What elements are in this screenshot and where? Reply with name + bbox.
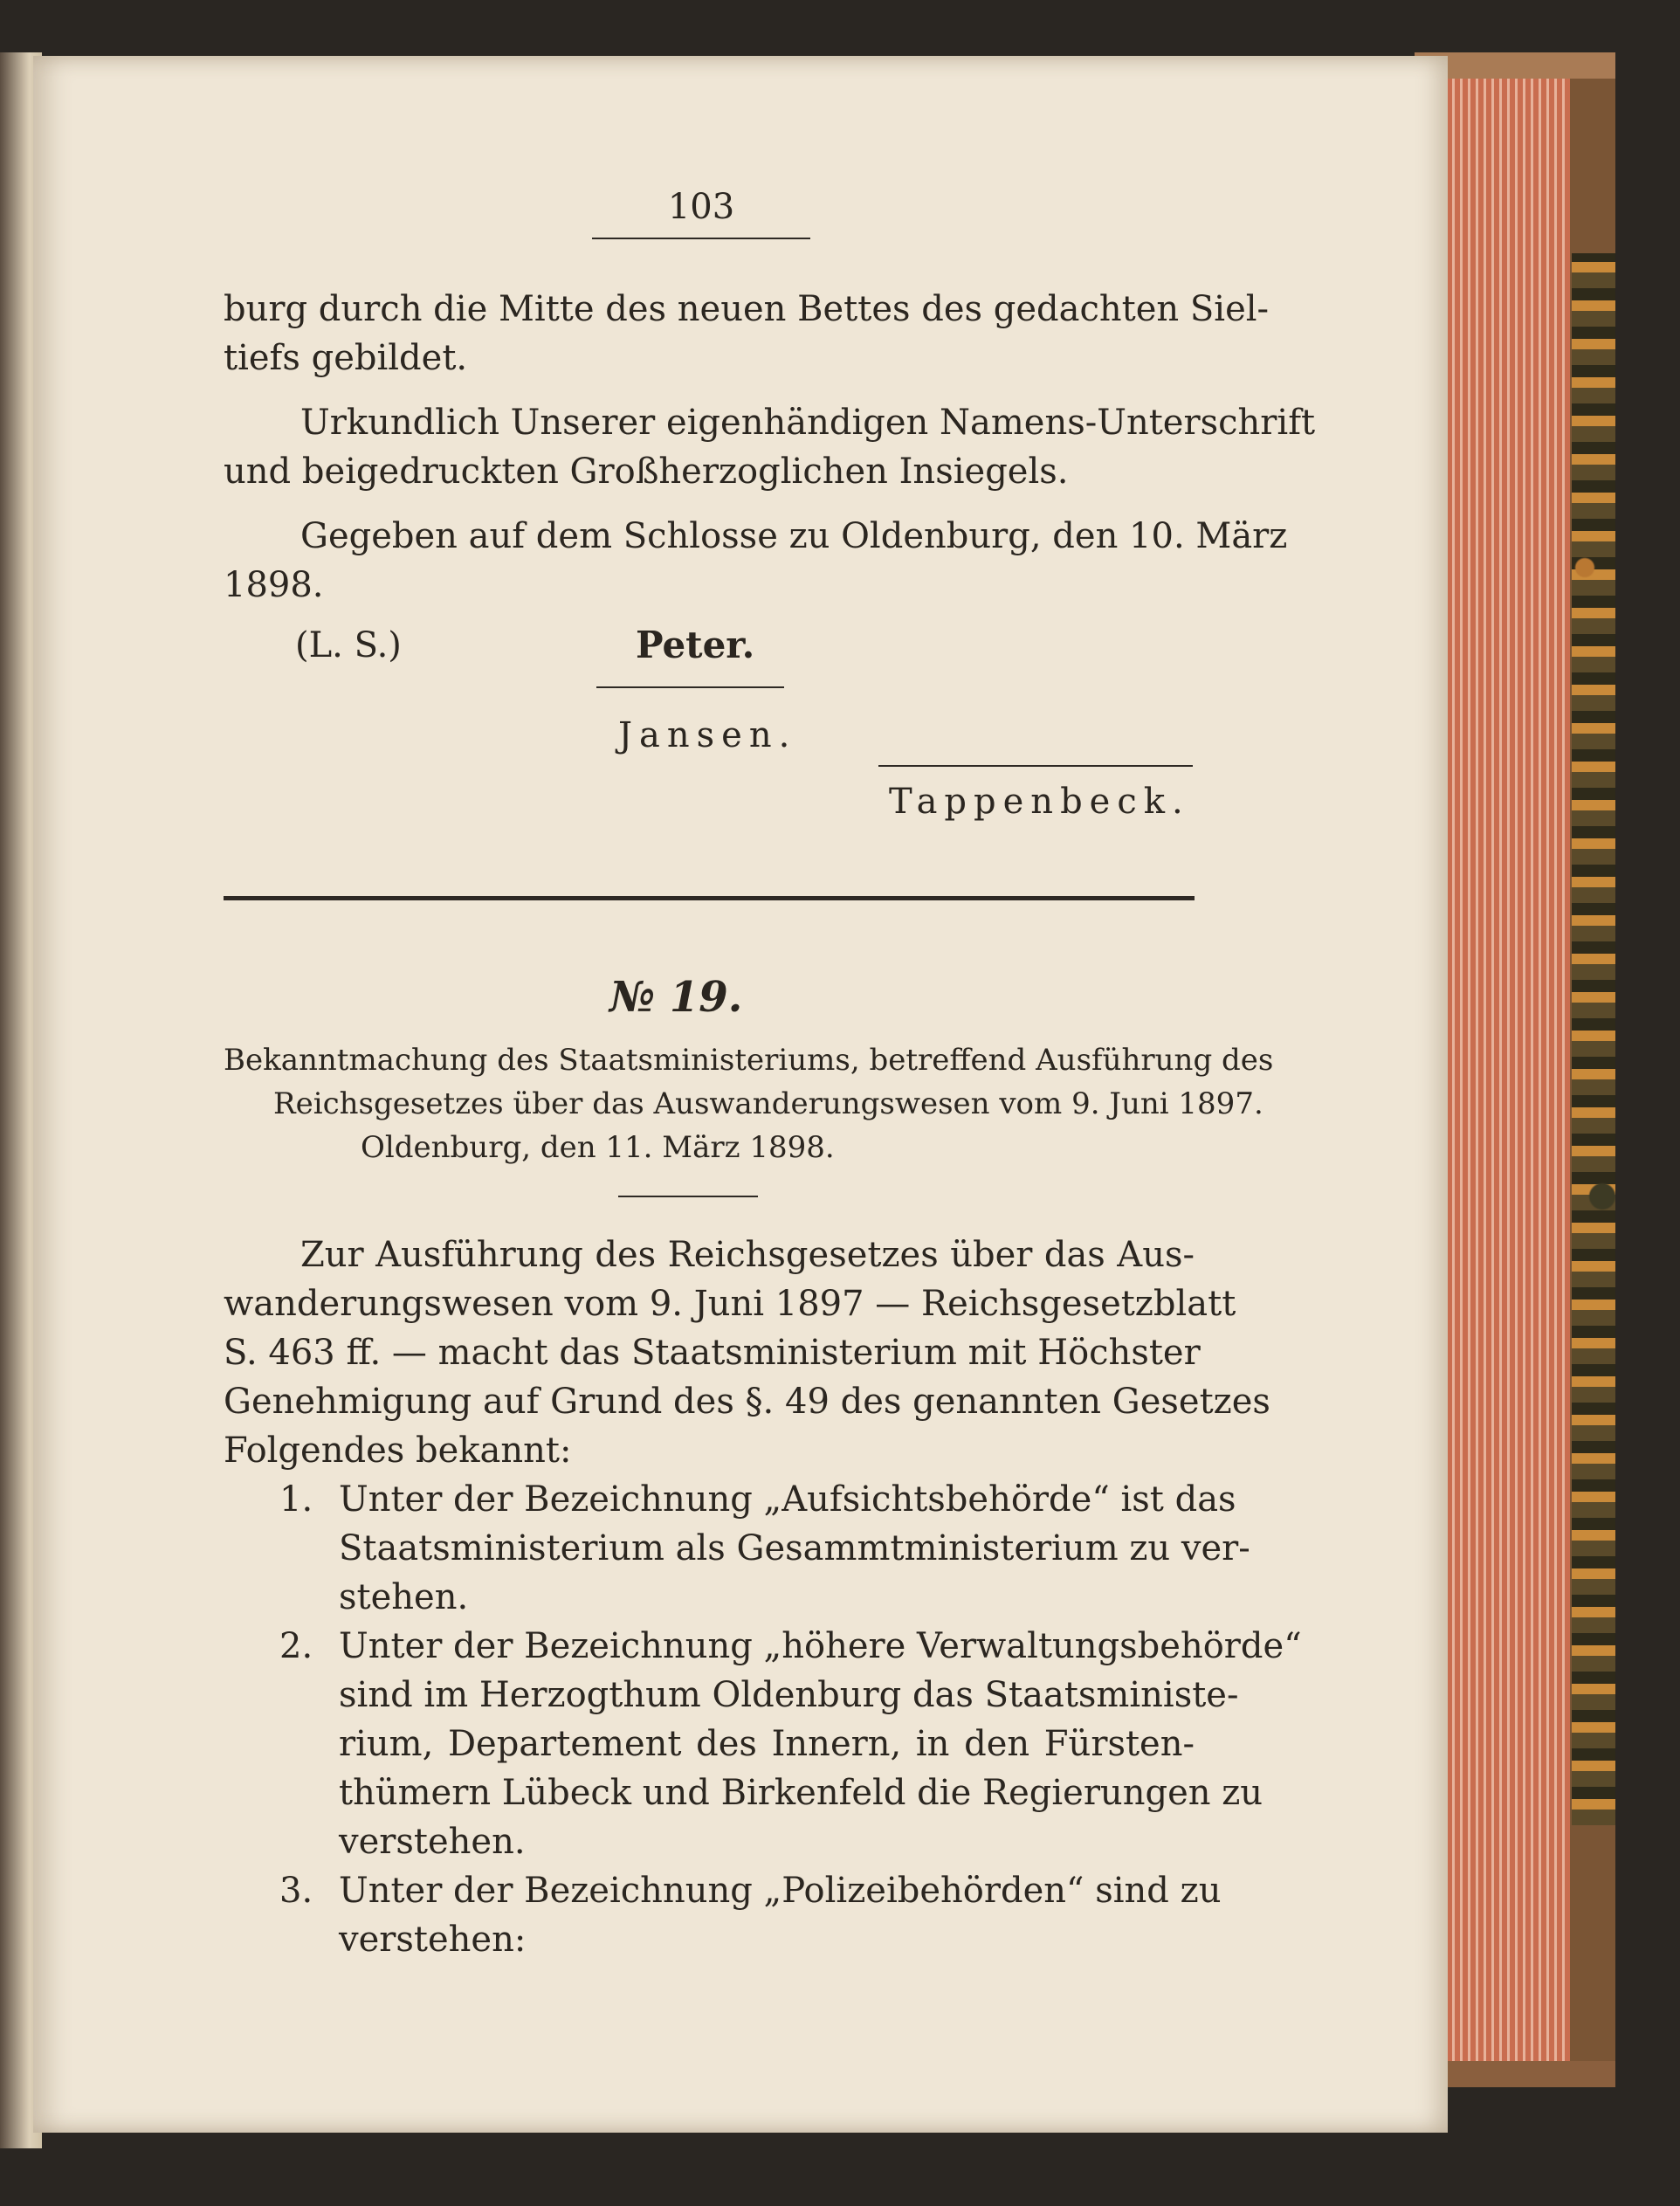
intro-line-3: S. 463 ff. — macht das Staatsministerium mit Höchster — [224, 1333, 1201, 1373]
document-title-line-3: Oldenburg, den 11. März 1898. — [361, 1130, 835, 1165]
item-2-line-4: thümern Lübeck und Birkenfeld die Regierungen zu — [339, 1773, 1263, 1813]
page-number-rule — [592, 238, 810, 239]
item-2-line-1: Unter der Bezeichnung „höhere Verwaltungsbehörde“ — [339, 1626, 1302, 1666]
signature-minister-2: Tappenbeck. — [889, 782, 1190, 822]
opening-line-1: burg durch die Mitte des neuen Bettes des gedachten Siel- — [224, 289, 1270, 329]
marbled-cover-edge — [1572, 253, 1615, 1825]
signature-rule-1 — [596, 686, 784, 688]
given-line-1: Gegeben auf dem Schlosse zu Oldenburg, den 10. März — [300, 516, 1288, 556]
document-title-line-2: Reichsgesetzes über das Auswanderungswesen vom 9. Juni 1897. — [273, 1086, 1263, 1121]
signature-rule-2 — [878, 765, 1193, 767]
intro-line-2: wanderungswesen vom 9. Juni 1897 — Reichsgesetzblatt — [224, 1284, 1236, 1324]
item-3-line-2: verstehen: — [339, 1920, 527, 1960]
attestation-line-1: Urkundlich Unserer eigenhändigen Namens-Unterschrift — [300, 403, 1316, 443]
item-1-line-3: stehen. — [339, 1577, 469, 1617]
item-1-line-1: Unter der Bezeichnung „Aufsichtsbehörde“ ist das — [339, 1479, 1236, 1520]
document-number: № 19. — [609, 973, 743, 1022]
page-edge-stack — [1439, 79, 1570, 2070]
opening-line-2: tiefs gebildet. — [224, 338, 468, 378]
intro-line-5: Folgendes bekannt: — [224, 1430, 572, 1471]
page-number: 103 — [667, 187, 735, 227]
intro-line-4: Genehmigung auf Grund des §. 49 des genannten Gesetzes — [224, 1382, 1270, 1422]
item-1-number: 1. — [279, 1479, 313, 1520]
item-1-line-2: Staatsministerium als Gesammtministerium zu ver- — [339, 1528, 1250, 1568]
seal-mark: (L. S.) — [295, 625, 402, 665]
section-separator — [224, 896, 1195, 900]
attestation-line-2: und beigedruckten Großherzoglichen Insiegels. — [224, 452, 1069, 492]
signature-sovereign: Peter. — [636, 624, 755, 666]
item-3-number: 3. — [279, 1871, 313, 1911]
signature-minister-1: Jansen. — [618, 715, 797, 755]
item-2-line-2: sind im Herzogthum Oldenburg das Staatsministe- — [339, 1675, 1239, 1715]
book-page — [33, 56, 1448, 2133]
given-line-2: 1898. — [224, 565, 324, 605]
intro-line-1: Zur Ausführung des Reichsgesetzes über das Aus- — [300, 1235, 1195, 1275]
document-title-line-1: Bekanntmachung des Staatsministeriums, betreffend Ausführung des — [224, 1043, 1274, 1078]
title-rule — [618, 1196, 758, 1197]
item-2-line-3: rium, Departement des Innern, in den Fürsten- — [339, 1724, 1195, 1764]
item-3-line-1: Unter der Bezeichnung „Polizeibehörden“ sind zu — [339, 1871, 1222, 1911]
item-2-number: 2. — [279, 1626, 313, 1666]
item-2-line-5: verstehen. — [339, 1822, 526, 1862]
